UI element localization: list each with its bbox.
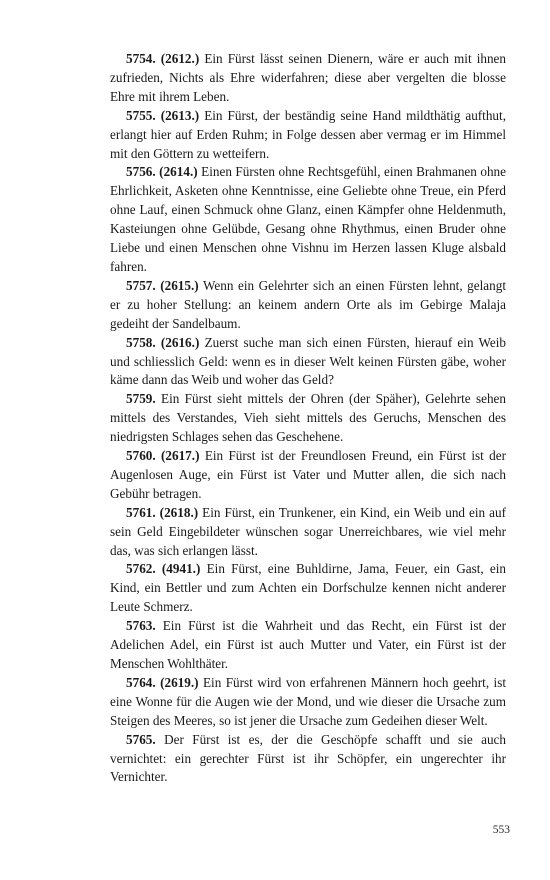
entry-text: Ein Fürst ist die Wahrheit und das Recht, ein Fürst ist der Adelichen Adel, ein Fürst ist auch Mutter und Vater, ein Fürst ist der Menschen Wohlthäter.	[110, 618, 506, 671]
entry-text: Ein Fürst ist der Freundlosen Freund, ein Fürst ist der Augenlosen Auge, ein Fürst ist Vater und Mutter allen, die sich nach Gebühr betragen.	[110, 448, 506, 501]
entry-text: Ein Fürst, der beständig seine Hand mildthätig aufthut, erlangt hier auf Erden Ruhm; in Folge dessen aber vermag er im Himmel mit den Göttern zu wetteifern.	[110, 107, 506, 161]
entry-text: Einen Fürsten ohne Rechtsgefühl, einen Brahmanen ohne Ehrlichkeit, Asketen ohne Kenntnisse, eine Geliebte ohne Treue, ein Pferd ohne Lauf, einen Schmuck ohne Glanz, einen Kämpfer ohne Heldenmuth, Kasteiungen ohne Gelübde, Gesang ohne Rhythmus, einen Bruder ohne Liebe und einen Menschen ohne Vishnu im Herzen lassen Kluge alsbald fahren.	[110, 164, 506, 274]
page-body	[110, 50, 506, 787]
entry-5760	[110, 447, 506, 504]
entry-number: 5758. (2616.)	[126, 334, 200, 350]
entry-5758	[110, 334, 506, 391]
entry-number: 5755. (2613.)	[126, 107, 200, 123]
entry-5756	[110, 163, 506, 276]
entry-number: 5757. (2615.)	[126, 277, 199, 293]
entry-number: 5759.	[126, 391, 156, 407]
entry-number: 5765.	[126, 731, 156, 747]
entry-text: Wenn ein Gelehrter sich an einen Fürsten lehnt, gelangt er zu hoher Stellung: an keinem andern Orte als im Gebirge Malaja gedeiht der Sandelbaum.	[110, 277, 506, 331]
entry-5762	[110, 560, 506, 617]
entry-number: 5756. (2614.)	[126, 164, 198, 180]
entry-5765	[110, 731, 506, 788]
entry-text: Der Fürst ist es, der die Geschöpfe schafft und sie auch vernichtet: ein gerechter Fürst ist ihr Schöpfer, ein ungerechter ihr Vernichter.	[110, 731, 506, 785]
entry-5759	[110, 390, 506, 447]
entry-text: Ein Fürst, ein Trunkener, ein Kind, ein Weib und ein auf sein Geld Eingebildeter wünschen sogar Unerreichbares, wie viel mehr das, was sich erlangen lässt.	[110, 504, 506, 558]
entry-number: 5761. (2618.)	[126, 504, 199, 520]
entry-number: 5754. (2612.)	[126, 51, 200, 66]
entry-text: Zuerst suche man sich einen Fürsten, hierauf ein Weib und schliesslich Geld: wenn es in dieser Welt keinen Fürsten gäbe, woher käme dann das Weib und woher das Geld?	[110, 334, 507, 388]
entry-5754	[110, 50, 506, 107]
entry-number: 5764. (2619.)	[126, 674, 199, 690]
entry-number: 5763.	[126, 618, 156, 634]
entry-5761	[110, 504, 506, 561]
entry-5755	[110, 107, 506, 164]
page-number: 553	[492, 824, 510, 836]
entry-text: Ein Fürst, eine Buhldirne, Jama, Feuer, ein Gast, ein Kind, ein Bettler und zum Achten ein Dorfschulze kennen nicht anderer Leute Schmerz.	[110, 561, 507, 615]
entry-text: Ein Fürst sieht mittels der Ohren (der Späher), Gelehrte sehen mittels des Verstandes, Vieh sieht mittels des Geruchs, Menschen des niedrigsten Schlages sehen das Geschehene.	[110, 391, 507, 445]
entry-number: 5762. (4941.)	[126, 561, 201, 577]
entry-5763	[110, 617, 506, 674]
entry-5757	[110, 277, 506, 334]
entry-number: 5760. (2617.)	[126, 448, 200, 464]
entry-text: Ein Fürst lässt seinen Dienern, wäre er auch mit ihnen zufrieden, Nichts als Ehre widerfahren; diese aber vergelten die blosse Ehre mit ihrem Leben.	[110, 51, 507, 104]
entry-5764	[110, 674, 506, 731]
entry-text: Ein Fürst wird von erfahrenen Männern hoch geehrt, ist eine Wonne für die Augen wie der Mond, und wie dieser die Ursache zum Steigen des Meeres, so ist jener die Ursache zum Gedeihen dieser Welt.	[110, 674, 506, 728]
